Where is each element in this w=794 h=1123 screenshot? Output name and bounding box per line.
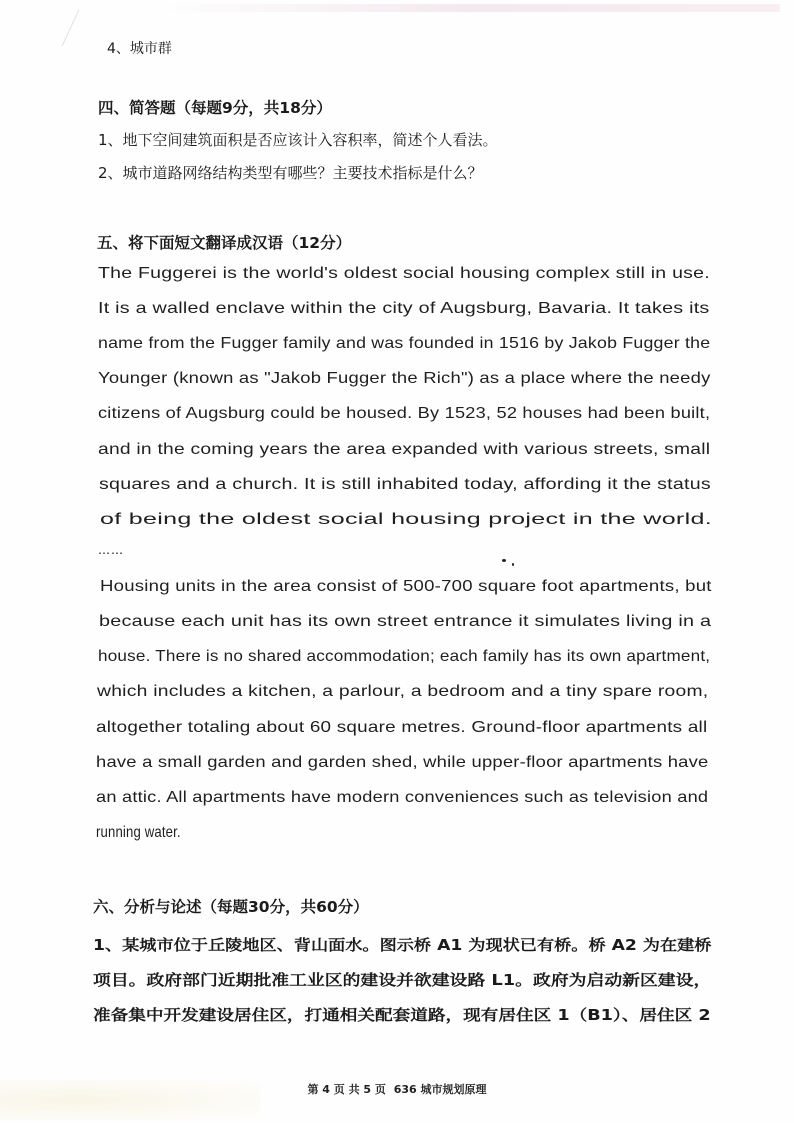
section-5-heading: 五、将下面短文翻译成汉语（12分） [97, 234, 352, 252]
passage-line: and in the coming years the area expanded with various streets, small [98, 441, 711, 458]
passage-line: an attic. All apartments have modern conveniences such as television and [96, 789, 709, 806]
passage-line: Housing units in the area consist of 500-700 square foot apartments, but [100, 578, 712, 595]
passage-line: running water. [96, 824, 181, 841]
passage-line: house. There is no shared accommodation; each family has its own apartment, [98, 648, 711, 665]
passage-line: citizens of Augsburg could be housed. By 1523, 52 houses had been built, [98, 405, 711, 422]
scan-edge-artifact [160, 4, 780, 12]
page-number: 第 4 页 共 5 页 [307, 1083, 386, 1096]
term-item-4: 4、城市群 [107, 41, 172, 57]
passage-line: squares and a church. It is still inhabited today, affording it the status [99, 476, 711, 493]
course-name: 636 城市规划原理 [393, 1083, 487, 1096]
scan-speck [512, 563, 514, 566]
passage-line: which includes a kitchen, a parlour, a bedroom and a tiny spare room, [97, 683, 709, 700]
page-footer [0, 1081, 794, 1097]
omission-ellipsis: …… [98, 543, 124, 557]
passage-line: have a small garden and garden shed, while upper-floor apartments have [96, 754, 709, 771]
passage-line: Younger (known as "Jakob Fugger the Rich") as a place where the needy [98, 370, 711, 387]
question-line: 准备集中开发建设居住区，打通相关配套道路，现有居住区 1（B1）、居住区 2 [93, 1006, 711, 1024]
passage-line: The Fuggerei is the world's oldest social housing complex still in use. [98, 265, 710, 282]
section-6-heading: 六、分析与论述（每题30分，共60分） [93, 898, 369, 916]
question-line: 项目。政府部门近期批准工业区的建设并欲建设路 L1。政府为启动新区建设， [93, 971, 712, 989]
passage-line: because each unit has its own street entrance it simulates living in a [99, 613, 712, 630]
passage-line: name from the Fugger family and was founded in 1516 by Jakob Fugger the [98, 335, 711, 352]
short-answer-question-1: 1、地下空间建筑面积是否应该计入容积率，简述个人看法。 [98, 131, 498, 149]
short-answer-question-2: 2、城市道路网络结构类型有哪些？主要技术指标是什么？ [98, 164, 483, 182]
passage-line: It is a walled enclave within the city of Augsburg, Bavaria. It takes its [98, 300, 710, 317]
passage-line: altogether totaling about 60 square metres. Ground-floor apartments all [96, 719, 708, 736]
scan-speck [502, 559, 506, 562]
section-4-heading: 四、简答题（每题9分，共18分） [98, 99, 332, 117]
passage-line: of being the oldest social housing project in the world. [100, 511, 712, 528]
scan-mark-artifact [62, 10, 80, 47]
question-line: 1、某城市位于丘陵地区、背山面水。图示桥 A1 为现状已有桥。桥 A2 为在建桥 [93, 936, 712, 954]
